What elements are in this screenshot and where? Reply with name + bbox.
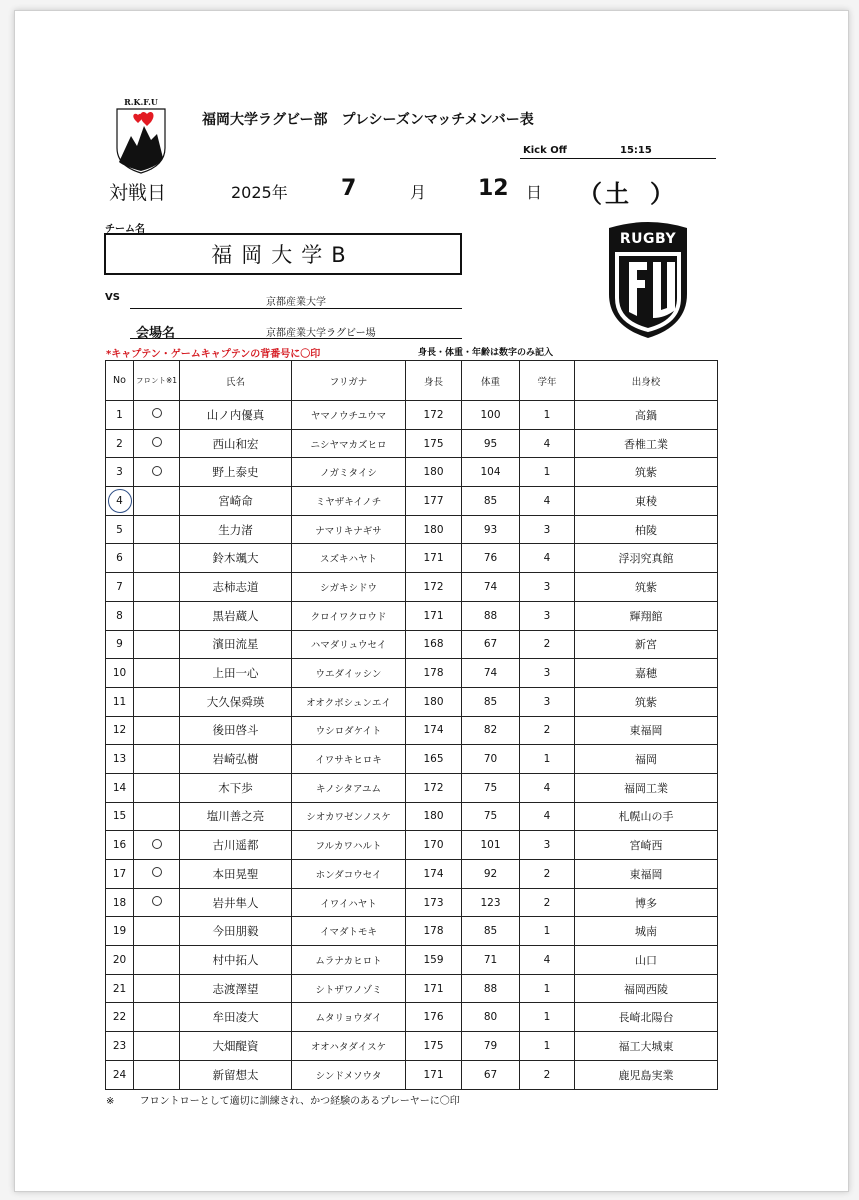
player-number: 9 bbox=[106, 630, 134, 659]
player-number: 2 bbox=[106, 429, 134, 458]
player-number: 15 bbox=[106, 802, 134, 831]
front-row-cell bbox=[134, 687, 180, 716]
table-row bbox=[106, 1032, 718, 1061]
front-row-cell bbox=[134, 601, 180, 630]
header-weight: 体重 bbox=[462, 361, 520, 401]
player-furigana: ハマダリュウセイ bbox=[292, 630, 406, 659]
player-furigana: ムタリョウダイ bbox=[292, 1003, 406, 1032]
player-school: 東福岡 bbox=[575, 860, 718, 889]
front-row-cell bbox=[134, 716, 180, 745]
front-row-cell bbox=[134, 1060, 180, 1089]
player-grade: 3 bbox=[520, 831, 575, 860]
front-row-cell bbox=[134, 917, 180, 946]
kickoff-time: 15:15 bbox=[620, 145, 652, 156]
month-label: 月 bbox=[410, 183, 427, 202]
player-grade: 2 bbox=[520, 716, 575, 745]
player-height: 180 bbox=[406, 458, 462, 487]
player-weight: 93 bbox=[462, 515, 520, 544]
player-weight: 92 bbox=[462, 860, 520, 889]
match-date-label: 対戦日 bbox=[109, 182, 167, 204]
player-number: 1 bbox=[106, 401, 134, 430]
player-height: 180 bbox=[406, 515, 462, 544]
team-name-label: チーム名 bbox=[105, 224, 145, 235]
player-school: 福工大城東 bbox=[575, 1032, 718, 1061]
header-name: 氏名 bbox=[180, 361, 292, 401]
player-grade: 4 bbox=[520, 544, 575, 573]
player-name: 本田晃聖 bbox=[180, 860, 292, 889]
player-weight: 88 bbox=[462, 974, 520, 1003]
header-height: 身長 bbox=[406, 361, 462, 401]
numbers-only-note: 身長・体重・年齢は数字のみ記入 bbox=[418, 348, 554, 358]
venue-label: 会場名 bbox=[136, 326, 176, 341]
player-school: 浮羽究真館 bbox=[575, 544, 718, 573]
player-grade: 4 bbox=[520, 946, 575, 975]
front-row-cell bbox=[134, 487, 180, 516]
front-row-cell bbox=[134, 745, 180, 774]
player-furigana: ウエダイッシン bbox=[292, 659, 406, 688]
front-row-cell bbox=[134, 1003, 180, 1032]
club-logo bbox=[113, 96, 169, 174]
header-front: フロント※1 bbox=[134, 361, 180, 401]
player-number: 20 bbox=[106, 946, 134, 975]
vs-label: VS bbox=[105, 292, 120, 303]
front-row-cell bbox=[134, 888, 180, 917]
table-row bbox=[106, 601, 718, 630]
player-number: 11 bbox=[106, 687, 134, 716]
player-school: 長崎北陽台 bbox=[575, 1003, 718, 1032]
player-grade: 1 bbox=[520, 745, 575, 774]
player-height: 175 bbox=[406, 429, 462, 458]
kickoff-underline bbox=[520, 158, 716, 159]
player-weight: 76 bbox=[462, 544, 520, 573]
table-row bbox=[106, 429, 718, 458]
player-height: 175 bbox=[406, 1032, 462, 1061]
document-title: 福岡大学ラグビー部 プレシーズンマッチメンバー表 bbox=[202, 112, 534, 128]
player-furigana: クロイワクロウド bbox=[292, 601, 406, 630]
player-number: 7 bbox=[106, 573, 134, 602]
player-weight: 85 bbox=[462, 917, 520, 946]
player-grade: 2 bbox=[520, 888, 575, 917]
venue-underline bbox=[130, 338, 462, 339]
player-height: 171 bbox=[406, 544, 462, 573]
player-number: 21 bbox=[106, 974, 134, 1003]
front-row-cell bbox=[134, 630, 180, 659]
player-furigana: シガキシドウ bbox=[292, 573, 406, 602]
front-row-cell bbox=[134, 659, 180, 688]
player-number: 5 bbox=[106, 515, 134, 544]
table-row bbox=[106, 716, 718, 745]
player-name: 村中拓人 bbox=[180, 946, 292, 975]
player-name: 後田啓斗 bbox=[180, 716, 292, 745]
player-name: 鈴木颯大 bbox=[180, 544, 292, 573]
table-row bbox=[106, 458, 718, 487]
front-row-cell bbox=[134, 429, 180, 458]
header-school: 出身校 bbox=[575, 361, 718, 401]
player-grade: 4 bbox=[520, 773, 575, 802]
player-name: 上田一心 bbox=[180, 659, 292, 688]
player-number: 10 bbox=[106, 659, 134, 688]
player-furigana: ミヤザキイノチ bbox=[292, 487, 406, 516]
player-name: 濱田流星 bbox=[180, 630, 292, 659]
player-height: 178 bbox=[406, 659, 462, 688]
player-height: 171 bbox=[406, 1060, 462, 1089]
opponent-name: 京都産業大学 bbox=[266, 297, 326, 308]
weekday-paren-open: （ bbox=[578, 180, 602, 208]
table-header-row bbox=[106, 361, 718, 401]
player-height: 171 bbox=[406, 974, 462, 1003]
player-furigana: イマダトモキ bbox=[292, 917, 406, 946]
player-school: 宮崎西 bbox=[575, 831, 718, 860]
player-number: 8 bbox=[106, 601, 134, 630]
player-height: 178 bbox=[406, 917, 462, 946]
player-furigana: ノガミタイシ bbox=[292, 458, 406, 487]
player-furigana: ニシヤマカズヒロ bbox=[292, 429, 406, 458]
player-height: 180 bbox=[406, 687, 462, 716]
table-row bbox=[106, 860, 718, 889]
player-weight: 123 bbox=[462, 888, 520, 917]
table-row bbox=[106, 573, 718, 602]
front-row-cell bbox=[134, 458, 180, 487]
player-weight: 79 bbox=[462, 1032, 520, 1061]
front-row-cell bbox=[134, 515, 180, 544]
footnote bbox=[106, 1092, 460, 1107]
player-name: 西山和宏 bbox=[180, 429, 292, 458]
player-name: 古川遥都 bbox=[180, 831, 292, 860]
table-row bbox=[106, 974, 718, 1003]
front-row-mark-icon bbox=[152, 408, 162, 418]
player-school: 嘉穂 bbox=[575, 659, 718, 688]
match-month: 7 bbox=[341, 176, 357, 201]
rugby-shield-logo bbox=[603, 218, 693, 340]
player-number: 22 bbox=[106, 1003, 134, 1032]
player-number: 23 bbox=[106, 1032, 134, 1061]
front-row-mark-icon bbox=[152, 896, 162, 906]
player-furigana: イワサキヒロキ bbox=[292, 745, 406, 774]
player-school: 博多 bbox=[575, 888, 718, 917]
player-weight: 85 bbox=[462, 687, 520, 716]
player-furigana: オオクボシュンエイ bbox=[292, 687, 406, 716]
player-furigana: フルカワハルト bbox=[292, 831, 406, 860]
player-furigana: キノシタアユム bbox=[292, 773, 406, 802]
player-number: 18 bbox=[106, 888, 134, 917]
player-weight: 74 bbox=[462, 573, 520, 602]
player-name: 岩井隼人 bbox=[180, 888, 292, 917]
player-grade: 1 bbox=[520, 458, 575, 487]
player-weight: 70 bbox=[462, 745, 520, 774]
header-grade: 学年 bbox=[520, 361, 575, 401]
front-row-cell bbox=[134, 860, 180, 889]
player-name: 牟田凌大 bbox=[180, 1003, 292, 1032]
table-row bbox=[106, 745, 718, 774]
player-number: 16 bbox=[106, 831, 134, 860]
player-weight: 75 bbox=[462, 773, 520, 802]
player-grade: 3 bbox=[520, 601, 575, 630]
player-grade: 1 bbox=[520, 974, 575, 1003]
player-number: 12 bbox=[106, 716, 134, 745]
table-row bbox=[106, 659, 718, 688]
player-furigana: ムラナカヒロト bbox=[292, 946, 406, 975]
table-row bbox=[106, 1003, 718, 1032]
player-grade: 3 bbox=[520, 659, 575, 688]
player-weight: 82 bbox=[462, 716, 520, 745]
team-name: 福岡大学B bbox=[211, 243, 355, 267]
player-number: 17 bbox=[106, 860, 134, 889]
player-weight: 80 bbox=[462, 1003, 520, 1032]
player-name: 生力渚 bbox=[180, 515, 292, 544]
player-school: 東稜 bbox=[575, 487, 718, 516]
player-school: 輝翔館 bbox=[575, 601, 718, 630]
table-row bbox=[106, 401, 718, 430]
footnote-mark: ※ bbox=[106, 1096, 115, 1107]
player-school: 筑紫 bbox=[575, 458, 718, 487]
opponent-underline bbox=[130, 308, 462, 309]
rugby-logo-text: RUGBY bbox=[619, 231, 677, 247]
front-row-cell bbox=[134, 831, 180, 860]
player-name: 木下歩 bbox=[180, 773, 292, 802]
front-row-cell bbox=[134, 544, 180, 573]
player-furigana: シトザワノゾミ bbox=[292, 974, 406, 1003]
table-row bbox=[106, 515, 718, 544]
player-weight: 104 bbox=[462, 458, 520, 487]
day-label: 日 bbox=[526, 183, 543, 202]
table-row bbox=[106, 687, 718, 716]
player-number: 19 bbox=[106, 917, 134, 946]
player-name: 志柿志道 bbox=[180, 573, 292, 602]
player-number: 14 bbox=[106, 773, 134, 802]
front-row-mark-icon bbox=[152, 839, 162, 849]
player-furigana: ナマリキナギサ bbox=[292, 515, 406, 544]
player-school: 鹿児島実業 bbox=[575, 1060, 718, 1089]
player-height: 174 bbox=[406, 860, 462, 889]
table-row bbox=[106, 773, 718, 802]
player-weight: 67 bbox=[462, 1060, 520, 1089]
player-number: 3 bbox=[106, 458, 134, 487]
player-number: 6 bbox=[106, 544, 134, 573]
club-logo-letters: R.K.F.U bbox=[124, 97, 158, 107]
player-height: 176 bbox=[406, 1003, 462, 1032]
player-height: 159 bbox=[406, 946, 462, 975]
player-weight: 71 bbox=[462, 946, 520, 975]
player-grade: 3 bbox=[520, 687, 575, 716]
player-name: 新留想太 bbox=[180, 1060, 292, 1089]
player-name: 野上泰史 bbox=[180, 458, 292, 487]
player-height: 165 bbox=[406, 745, 462, 774]
player-school: 城南 bbox=[575, 917, 718, 946]
player-name: 大畑醍資 bbox=[180, 1032, 292, 1061]
header-furigana: フリガナ bbox=[292, 361, 406, 401]
player-furigana: シオカワゼンノスケ bbox=[292, 802, 406, 831]
player-school: 札幌山の手 bbox=[575, 802, 718, 831]
player-grade: 4 bbox=[520, 487, 575, 516]
player-furigana: オオハタダイスケ bbox=[292, 1032, 406, 1061]
player-height: 177 bbox=[406, 487, 462, 516]
player-name: 塩川善之亮 bbox=[180, 802, 292, 831]
player-height: 170 bbox=[406, 831, 462, 860]
table-row bbox=[106, 888, 718, 917]
member-table-body bbox=[106, 401, 718, 1090]
match-weekday: 土 bbox=[605, 180, 629, 208]
player-school: 筑紫 bbox=[575, 573, 718, 602]
player-school: 福岡西陵 bbox=[575, 974, 718, 1003]
player-height: 174 bbox=[406, 716, 462, 745]
player-school: 山口 bbox=[575, 946, 718, 975]
player-name: 志渡澤望 bbox=[180, 974, 292, 1003]
player-school: 新宮 bbox=[575, 630, 718, 659]
player-furigana: ウシロダケイト bbox=[292, 716, 406, 745]
player-height: 173 bbox=[406, 888, 462, 917]
player-grade: 2 bbox=[520, 1060, 575, 1089]
table-row bbox=[106, 544, 718, 573]
footnote-text: フロントローとして適切に訓練され、かつ経験のあるプレーヤーに〇印 bbox=[139, 1096, 460, 1107]
player-weight: 101 bbox=[462, 831, 520, 860]
player-name: 宮崎命 bbox=[180, 487, 292, 516]
player-height: 172 bbox=[406, 773, 462, 802]
player-name: 黒岩蔵人 bbox=[180, 601, 292, 630]
player-grade: 4 bbox=[520, 802, 575, 831]
front-row-mark-icon bbox=[152, 867, 162, 877]
player-school: 福岡工業 bbox=[575, 773, 718, 802]
member-table bbox=[105, 360, 718, 1090]
match-day: 12 bbox=[478, 176, 509, 201]
player-furigana: スズキハヤト bbox=[292, 544, 406, 573]
player-height: 168 bbox=[406, 630, 462, 659]
player-height: 172 bbox=[406, 573, 462, 602]
player-grade: 1 bbox=[520, 917, 575, 946]
table-row bbox=[106, 630, 718, 659]
match-year: 2025年 bbox=[231, 183, 288, 202]
player-number: 13 bbox=[106, 745, 134, 774]
front-row-cell bbox=[134, 401, 180, 430]
player-furigana: ホンダコウセイ bbox=[292, 860, 406, 889]
player-grade: 3 bbox=[520, 573, 575, 602]
player-grade: 1 bbox=[520, 401, 575, 430]
player-name: 今田朋毅 bbox=[180, 917, 292, 946]
weekday-paren-close: ） bbox=[650, 180, 674, 208]
front-row-cell bbox=[134, 974, 180, 1003]
player-school: 筑紫 bbox=[575, 687, 718, 716]
player-height: 171 bbox=[406, 601, 462, 630]
kickoff-label: Kick Off bbox=[523, 145, 567, 156]
player-number: 24 bbox=[106, 1060, 134, 1089]
player-school: 香椎工業 bbox=[575, 429, 718, 458]
player-school: 福岡 bbox=[575, 745, 718, 774]
player-furigana: シンドメソウタ bbox=[292, 1060, 406, 1089]
player-number bbox=[106, 487, 134, 516]
player-furigana: ヤマノウチユウマ bbox=[292, 401, 406, 430]
front-row-mark-icon bbox=[152, 466, 162, 476]
player-grade: 1 bbox=[520, 1003, 575, 1032]
table-row bbox=[106, 917, 718, 946]
table-row bbox=[106, 946, 718, 975]
player-weight: 67 bbox=[462, 630, 520, 659]
table-row bbox=[106, 1060, 718, 1089]
front-row-cell bbox=[134, 1032, 180, 1061]
player-weight: 85 bbox=[462, 487, 520, 516]
front-row-cell bbox=[134, 573, 180, 602]
table-row bbox=[106, 802, 718, 831]
player-name: 山ノ内優真 bbox=[180, 401, 292, 430]
front-row-cell bbox=[134, 946, 180, 975]
table-row bbox=[106, 487, 718, 516]
venue-name: 京都産業大学ラグビー場 bbox=[266, 328, 376, 339]
player-name: 大久保舜瑛 bbox=[180, 687, 292, 716]
table-row bbox=[106, 831, 718, 860]
captain-number-circle: 4 bbox=[108, 489, 132, 513]
header-no: No bbox=[106, 361, 134, 401]
player-school: 柏陵 bbox=[575, 515, 718, 544]
player-weight: 74 bbox=[462, 659, 520, 688]
player-grade: 2 bbox=[520, 630, 575, 659]
player-name: 岩崎弘樹 bbox=[180, 745, 292, 774]
player-height: 180 bbox=[406, 802, 462, 831]
player-weight: 100 bbox=[462, 401, 520, 430]
player-grade: 2 bbox=[520, 860, 575, 889]
front-row-cell bbox=[134, 802, 180, 831]
player-furigana: イワイハヤト bbox=[292, 888, 406, 917]
player-school: 高鍋 bbox=[575, 401, 718, 430]
player-weight: 95 bbox=[462, 429, 520, 458]
player-grade: 1 bbox=[520, 1032, 575, 1061]
captain-note: *キャプテン・ゲームキャプテンの背番号に〇印 bbox=[106, 349, 321, 360]
player-weight: 88 bbox=[462, 601, 520, 630]
front-row-cell bbox=[134, 773, 180, 802]
player-weight: 75 bbox=[462, 802, 520, 831]
player-grade: 3 bbox=[520, 515, 575, 544]
team-name-box bbox=[104, 233, 462, 275]
front-row-mark-icon bbox=[152, 437, 162, 447]
player-school: 東福岡 bbox=[575, 716, 718, 745]
player-grade: 4 bbox=[520, 429, 575, 458]
player-height: 172 bbox=[406, 401, 462, 430]
